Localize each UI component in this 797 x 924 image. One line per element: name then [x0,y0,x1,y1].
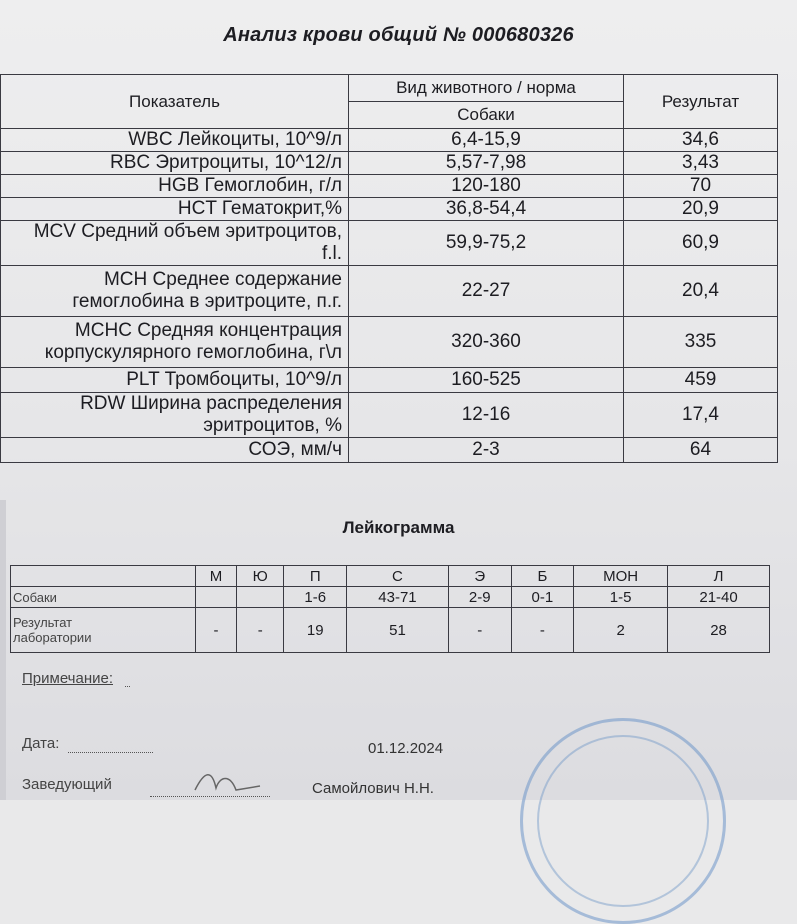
row-name: RBC Эритроциты, 10^12/л [1,152,349,175]
row-name: СОЭ, мм/ч [1,438,349,463]
leukogram-col-4: Э [448,566,511,587]
head-name: Самойлович Н.Н. [312,780,434,797]
row-result: 34,6 [624,129,778,152]
note-line [125,686,130,687]
row-name: RDW Ширина распределения эритроцитов, % [1,393,349,438]
row-result: 20,9 [624,198,778,221]
row-norm: 120-180 [349,175,624,198]
table-row [1,198,778,221]
row-name: MCHC Средняя концентрация корпускулярного гемоглобина, г\л [1,317,349,368]
row-norm: 36,8-54,4 [349,198,624,221]
header-species: Вид животного / норма [349,75,624,102]
leukogram-title: Лейкограмма [342,518,455,537]
leukogram-cell: - [196,608,237,653]
date-value: 01.12.2024 [368,740,444,757]
row-name: MCH Среднее содержание гемоглобина в эритроците, п.г. [1,266,349,317]
leukogram-cell: 1-5 [574,587,668,608]
leukogram-cell: 1-6 [284,587,347,608]
table-row [1,221,778,266]
row-norm: 160-525 [349,368,624,393]
row-result: 20,4 [624,266,778,317]
table-row [1,129,778,152]
row-norm: 59,9-75,2 [349,221,624,266]
document-title: Анализ крови общий № 000680326 [223,24,574,46]
clinic-stamp [520,718,726,924]
row-result: 60,9 [624,221,778,266]
leukogram-cell [196,587,237,608]
row-result: 70 [624,175,778,198]
table-row [1,438,778,463]
row-norm: 6,4-15,9 [349,129,624,152]
leukogram-cell: 28 [668,608,770,653]
date-line [68,752,153,753]
date-label: Дата: [22,735,60,752]
table-row [1,393,778,438]
leukogram-cell: - [237,608,284,653]
table-row [1,175,778,198]
leukogram-cell: 21-40 [668,587,770,608]
leukogram-corner [11,566,196,587]
leukogram-header-row [11,566,770,587]
leukogram-col-1: Ю [237,566,284,587]
table-row [1,368,778,393]
leukogram-col-2: П [284,566,347,587]
row-result: 3,43 [624,152,778,175]
leukogram-cell: 0-1 [511,587,574,608]
leukogram-cell: 51 [347,608,449,653]
row-name: HGB Гемоглобин, г/л [1,175,349,198]
note-label: Примечание: [22,670,113,687]
row-name: MCV Средний объем эритроцитов, f.l. [1,221,349,266]
leukogram-cell [237,587,284,608]
leukogram-cell: 43-71 [347,587,449,608]
row-name: PLT Тромбоциты, 10^9/л [1,368,349,393]
signature-line [150,796,270,797]
page-edge [0,500,6,800]
leukogram-col-0: М [196,566,237,587]
table-body [1,129,778,463]
header-species-sub: Собаки [349,102,624,129]
table-header-row [1,75,778,102]
row-result: 335 [624,317,778,368]
leukogram-cell: 2 [574,608,668,653]
row-norm: 5,57-7,98 [349,152,624,175]
leukogram-row-result [11,608,770,653]
header-result: Результат [624,75,778,129]
table-row [1,266,778,317]
table-row [1,317,778,368]
row-result: 459 [624,368,778,393]
row-result: 64 [624,438,778,463]
row-norm: 2-3 [349,438,624,463]
row-result: 17,4 [624,393,778,438]
leukogram-col-6: МОН [574,566,668,587]
leukogram-col-3: С [347,566,449,587]
leukogram-row-dogs [11,587,770,608]
leukogram-cell: 19 [284,608,347,653]
table-row [1,152,778,175]
leukogram-row-label: Результат лаборатории [11,608,196,653]
row-norm: 12-16 [349,393,624,438]
leukogram-col-7: Л [668,566,770,587]
signature-mark [190,768,270,796]
blood-test-table [0,74,778,463]
leukogram-col-5: Б [511,566,574,587]
leukogram-cell: - [448,608,511,653]
leukogram-cell: 2-9 [448,587,511,608]
leukogram-cell: - [511,608,574,653]
header-param: Показатель [1,75,349,129]
row-norm: 320-360 [349,317,624,368]
leukogram-row-label: Собаки [11,587,196,608]
leukogram-table [10,565,770,653]
row-name: WBC Лейкоциты, 10^9/л [1,129,349,152]
row-name: HCT Гематокрит,% [1,198,349,221]
head-label: Заведующий [22,776,112,793]
row-norm: 22-27 [349,266,624,317]
